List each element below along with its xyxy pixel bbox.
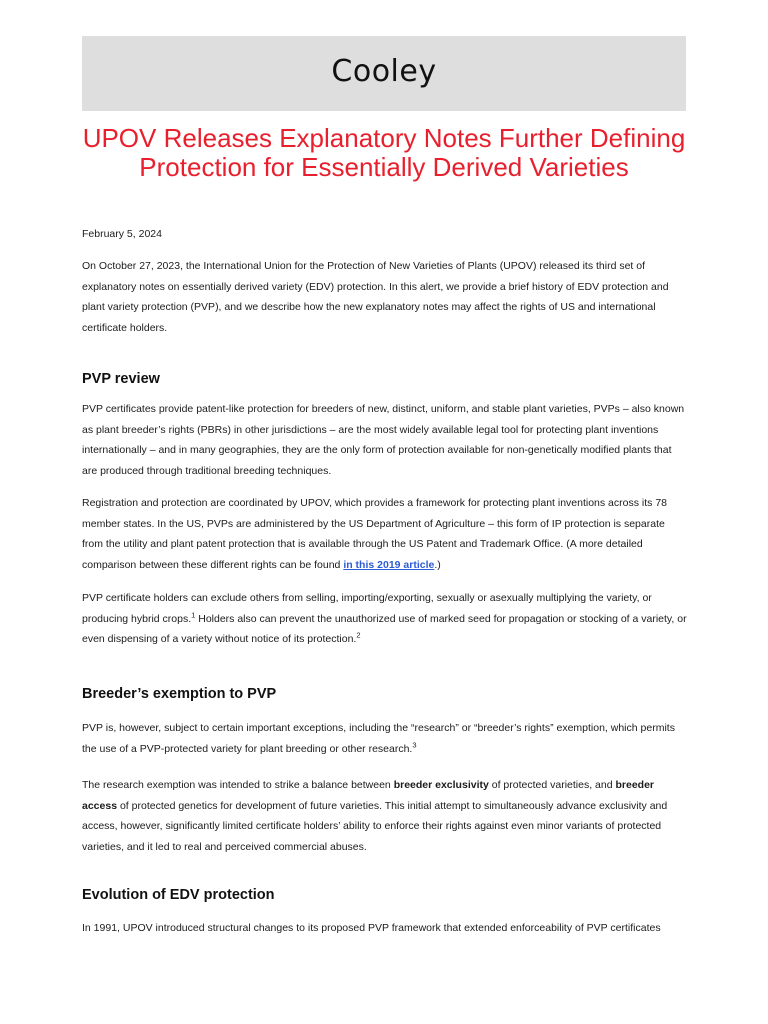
breeders-exemption-paragraph-2 [82, 775, 688, 857]
edv-evolution-heading: Evolution of EDV protection [82, 887, 275, 903]
paragraph-text: .) [434, 558, 441, 571]
paragraph-text: Holders also can prevent the unauthorized use of marked seed for propagation or stocking of a variety, or even dispensing of a variety without notice of its protection. [82, 612, 687, 645]
paragraph-text: PVP is, however, subject to certain important exceptions, including the “research” or “breeder’s rights” exemption, which permits the use of a PVP-protected variety for plant breeding or other research. [82, 722, 675, 755]
pvp-review-paragraph-3 [82, 588, 688, 650]
article-title: UPOV Releases Explanatory Notes Further Defining Protection for Essentially Derived Varieties [82, 123, 686, 182]
pvp-review-paragraph-1: PVP certificates provide patent-like protection for breeders of new, distinct, uniform, and stable plant varieties, PVPs – also known as plant breeder’s rights (PBRs) in other jurisdictions – are the most widely available legal tool for protecting plant inventions internationally – and in many geographies, they are the only form of protection available for non-genetically modified plants that are produced through traditional breeding techniques. [82, 403, 685, 477]
paragraph-text: PVP certificate holders can exclude others from selling, importing/exporting, sexually or asexually multiplying the variety, or producing hybrid crops. [82, 592, 652, 625]
paragraph-text: of protected genetics for development of future varieties. This initial attempt to simultaneously advance exclusivity and access, however, significantly limited certificate holders’ ability to enforce their rights against even minor variants of protected varieties, and it led to real and perceived commercial abuses. [82, 799, 668, 853]
article-2019-link[interactable]: in this 2019 article [343, 558, 435, 571]
bold-text: breeder exclusivity [393, 779, 489, 791]
header-banner [82, 36, 686, 111]
cooley-logo: Cooley [331, 54, 437, 89]
breeders-exemption-heading: Breeder’s exemption to PVP [82, 686, 277, 702]
pvp-review-paragraph-2 [82, 493, 688, 575]
intro-paragraph: On October 27, 2023, the International Union for the Protection of New Varieties of Plants (UPOV) released its third set of explanatory notes on essentially derived variety (EDV) protection. In this alert, we provide a brief history of EDV protection and plant variety protection (PVP), and we describe how the new explanatory notes may affect the rights of US and international certificate holders. [82, 260, 669, 334]
footnote-ref-3[interactable]: 3 [412, 740, 417, 749]
bold-text: breeder access [82, 779, 655, 812]
edv-evolution-paragraph-1: In 1991, UPOV introduced structural changes to its proposed PVP framework that extended enforceability of PVP certificates [82, 922, 661, 934]
article-date: February 5, 2024 [82, 228, 162, 240]
footnote-ref-2[interactable]: 2 [356, 630, 361, 640]
paragraph-text: of protected varieties, and [488, 779, 616, 791]
breeders-exemption-paragraph-1 [82, 718, 688, 759]
paragraph-text: The research exemption was intended to strike a balance between [82, 779, 394, 791]
paragraph-text: Registration and protection are coordinated by UPOV, which provides a framework for protecting plant inventions across its 78 member states. In the US, PVPs are administered by the US Department of Agriculture – this form of IP protection is separate from the utility and plant patent protection that is available through the US Patent and Trademark Office. (A more detailed comparison between these different rights can be found [82, 497, 668, 571]
footnote-ref-1[interactable]: 1 [191, 610, 196, 619]
pvp-review-heading: PVP review [82, 371, 160, 387]
